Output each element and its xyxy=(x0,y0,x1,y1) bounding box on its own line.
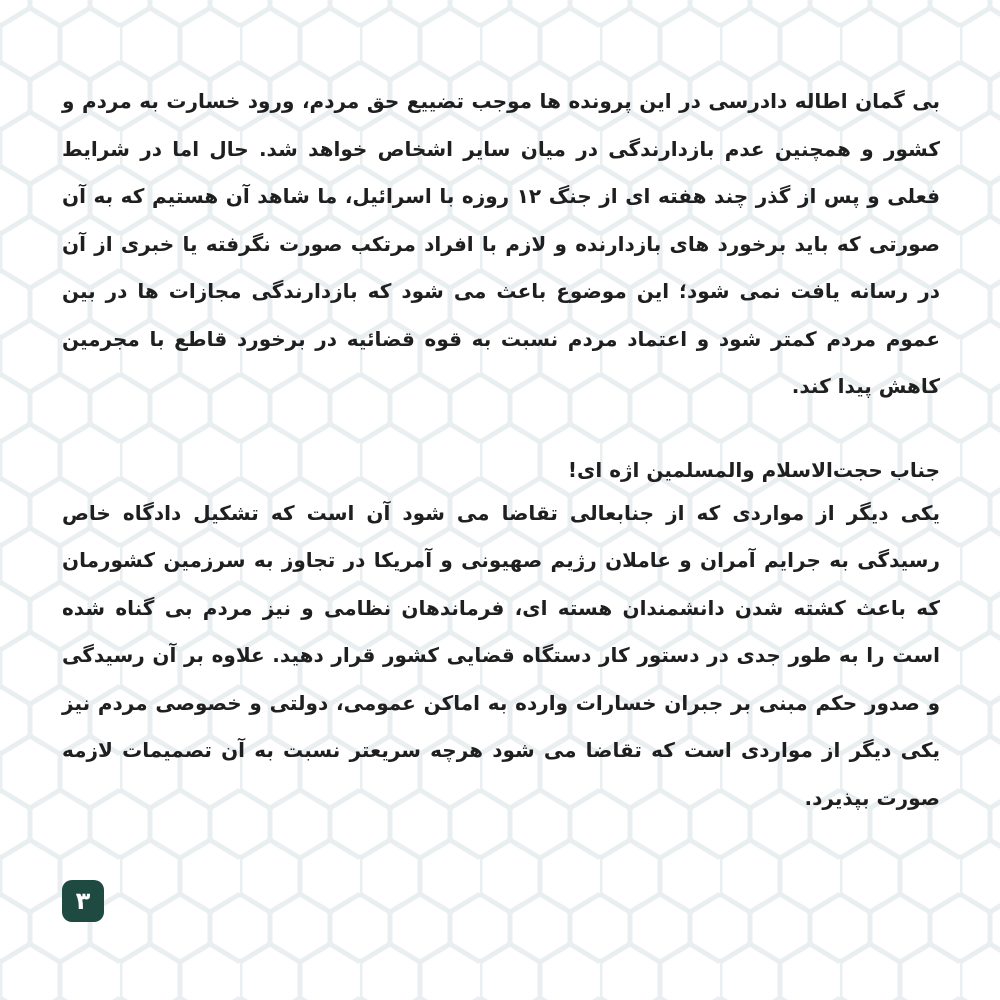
addressee-heading: جناب حجت‌الاسلام والمسلمین اژه ای! xyxy=(567,457,940,482)
letter-body xyxy=(62,78,940,822)
paragraph-second: یکی دیگر از مواردی که از جنابعالی تقاضا می شود آن است که تشکیل دادگاه خاص رسیدگی به جرایم آمران و عاملان رژیم صهیونی و آمریکا در تجاوز به سرزمین کشورمان که باعث کشته شدن دانشمندان هسته ای، فرماندهان نظامی و نیز مردم بی گناه شده است را به طور جدی در دستور کار دستگاه قضایی کشور قرار دهید. علاوه بر آن رسیدگی و صدور حکم مبنی بر جبران خسارات وارده به اماکن عمومی، دولتی و خصوصی مردم نیز یکی دیگر از مواردی است که تقاضا می شود هرچه سریعتر نسبت به آن تصمیمات لازمه صورت بپذیرد. xyxy=(62,500,940,810)
page-number-badge: ۳ xyxy=(62,880,104,922)
paragraph-first: بی گمان اطاله دادرسی در این پرونده ها موجب تضییع حق مردم، ورود خسارت به مردم و کشور و همچنین عدم بازدارندگی در میان سایر اشخاص خواهد شد. حال اما در شرایط فعلی و پس از گذر چند هفته ای از جنگ ۱۲ روزه با اسرائیل، ما شاهد آن هستیم که به آن صورتی که باید برخورد های بازدارنده و لازم با افراد مرتکب صورت نگرفته یا خبری از آن در رسانه یافت نمی شود؛ این موضوع باعث می شود که بازدارندگی مجازات ها در بین عموم مردم کمتر شود و اعتماد مردم نسبت به قوه قضائیه در برخورد قاطع با مجرمین کاهش پیدا کند. xyxy=(62,89,941,398)
